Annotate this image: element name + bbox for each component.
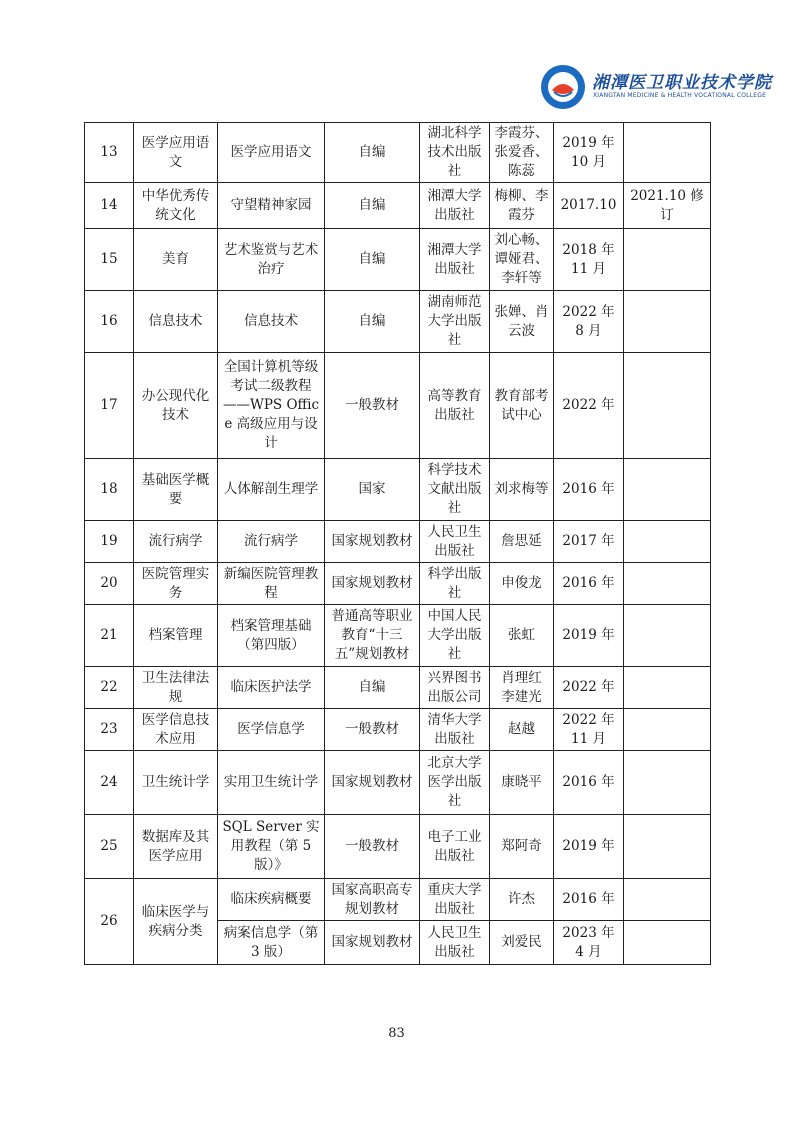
cell-date: 2016 年 bbox=[554, 563, 624, 605]
cell-no: 21 bbox=[85, 605, 134, 667]
cell-no: 14 bbox=[85, 183, 134, 229]
cell-note bbox=[624, 459, 711, 521]
cell-type: 自编 bbox=[325, 229, 420, 291]
cell-date: 2022 年 11 月 bbox=[554, 709, 624, 751]
cell-author: 刘求梅等 bbox=[490, 459, 554, 521]
cell-publisher: 重庆大学出版社 bbox=[420, 879, 490, 921]
cell-course: 医院管理实务 bbox=[134, 563, 218, 605]
cell-type: 国家规划教材 bbox=[325, 521, 420, 563]
cell-publisher: 湘潭大学出版社 bbox=[420, 183, 490, 229]
cell-type: 自编 bbox=[325, 291, 420, 353]
cell-no: 19 bbox=[85, 521, 134, 563]
cell-date: 2016 年 bbox=[554, 751, 624, 815]
cell-note bbox=[624, 353, 711, 459]
cell-note bbox=[624, 709, 711, 751]
table-row bbox=[85, 709, 711, 751]
cell-no: 25 bbox=[85, 815, 134, 879]
cell-textbook: 临床医护法学 bbox=[218, 667, 325, 709]
cell-type: 一般教材 bbox=[325, 709, 420, 751]
table-row bbox=[85, 183, 711, 229]
cell-author: 刘爱民 bbox=[490, 921, 554, 965]
cell-publisher: 兴界图书出版公司 bbox=[420, 667, 490, 709]
cell-course: 档案管理 bbox=[134, 605, 218, 667]
cell-author: 詹思延 bbox=[490, 521, 554, 563]
cell-date: 2022 年 8 月 bbox=[554, 291, 624, 353]
cell-no: 24 bbox=[85, 751, 134, 815]
college-name-en: XIANGTAN MEDICINE & HEALTH VOCATIONAL COLLEGE bbox=[593, 92, 767, 99]
cell-no: 22 bbox=[85, 667, 134, 709]
cell-course: 卫生法律法规 bbox=[134, 667, 218, 709]
cell-type: 国家高职高专规划教材 bbox=[325, 879, 420, 921]
cell-no: 20 bbox=[85, 563, 134, 605]
cell-course: 医学信息技术应用 bbox=[134, 709, 218, 751]
cell-type: 自编 bbox=[325, 667, 420, 709]
cell-note bbox=[624, 123, 711, 183]
cell-course: 临床医学与疾病分类 bbox=[134, 879, 218, 965]
cell-textbook: 全国计算机等级考试二级教程——WPS Office 高级应用与设计 bbox=[218, 353, 325, 459]
cell-course: 卫生统计学 bbox=[134, 751, 218, 815]
cell-date: 2016 年 bbox=[554, 459, 624, 521]
cell-publisher: 北京大学医学出版社 bbox=[420, 751, 490, 815]
college-logo bbox=[540, 62, 772, 112]
cell-note bbox=[624, 563, 711, 605]
cell-date: 2022 年 bbox=[554, 667, 624, 709]
cell-note bbox=[624, 229, 711, 291]
cell-textbook: 艺术鉴赏与艺术治疗 bbox=[218, 229, 325, 291]
cell-date: 2023 年 4 月 bbox=[554, 921, 624, 965]
cell-note bbox=[624, 605, 711, 667]
cell-no: 18 bbox=[85, 459, 134, 521]
cell-note bbox=[624, 667, 711, 709]
table-row bbox=[85, 751, 711, 815]
table-row bbox=[85, 291, 711, 353]
cell-author: 李霞芬、张爱香、陈蕊 bbox=[490, 123, 554, 183]
cell-publisher: 科学出版社 bbox=[420, 563, 490, 605]
cell-note bbox=[624, 921, 711, 965]
cell-no: 23 bbox=[85, 709, 134, 751]
table-row bbox=[85, 815, 711, 879]
table-row bbox=[85, 459, 711, 521]
cell-type: 普通高等职业教育“十三五”规划教材 bbox=[325, 605, 420, 667]
cell-author: 教育部考试中心 bbox=[490, 353, 554, 459]
cell-course: 流行病学 bbox=[134, 521, 218, 563]
cell-author: 梅柳、李霞芬 bbox=[490, 183, 554, 229]
cell-textbook: 信息技术 bbox=[218, 291, 325, 353]
cell-author: 申俊龙 bbox=[490, 563, 554, 605]
cell-note: 2021.10 修订 bbox=[624, 183, 711, 229]
cell-textbook: 守望精神家园 bbox=[218, 183, 325, 229]
cell-textbook: SQL Server 实用教程（第 5 版）》 bbox=[218, 815, 325, 879]
cell-date: 2022 年 bbox=[554, 353, 624, 459]
cell-no: 17 bbox=[85, 353, 134, 459]
cell-course: 医学应用语文 bbox=[134, 123, 218, 183]
cell-author: 张婵、肖云波 bbox=[490, 291, 554, 353]
cell-textbook: 档案管理基础（第四版） bbox=[218, 605, 325, 667]
cell-author: 康晓平 bbox=[490, 751, 554, 815]
textbook-table bbox=[84, 122, 711, 965]
page-number: 83 bbox=[388, 1026, 405, 1041]
cell-note bbox=[624, 815, 711, 879]
cell-textbook: 实用卫生统计学 bbox=[218, 751, 325, 815]
cell-type: 自编 bbox=[325, 183, 420, 229]
cell-date: 2016 年 bbox=[554, 879, 624, 921]
cell-author: 刘心畅、谭娅君、李轩等 bbox=[490, 229, 554, 291]
cell-publisher: 中国人民大学出版社 bbox=[420, 605, 490, 667]
cell-type: 国家规划教材 bbox=[325, 563, 420, 605]
table-row bbox=[85, 563, 711, 605]
cell-textbook: 病案信息学（第 3 版） bbox=[218, 921, 325, 965]
cell-course: 基础医学概要 bbox=[134, 459, 218, 521]
cell-course: 数据库及其医学应用 bbox=[134, 815, 218, 879]
cell-type: 国家 bbox=[325, 459, 420, 521]
table-row bbox=[85, 667, 711, 709]
cell-type: 一般教材 bbox=[325, 815, 420, 879]
cell-textbook: 流行病学 bbox=[218, 521, 325, 563]
cell-textbook: 医学信息学 bbox=[218, 709, 325, 751]
cell-publisher: 人民卫生出版社 bbox=[420, 921, 490, 965]
cell-publisher: 科学技术文献出版社 bbox=[420, 459, 490, 521]
cell-date: 2019 年 bbox=[554, 605, 624, 667]
table-row bbox=[85, 521, 711, 563]
cell-date: 2018 年 11 月 bbox=[554, 229, 624, 291]
table-row bbox=[85, 605, 711, 667]
cell-author: 肖理红 李建光 bbox=[490, 667, 554, 709]
cell-note bbox=[624, 879, 711, 921]
cell-textbook: 医学应用语文 bbox=[218, 123, 325, 183]
college-emblem-icon bbox=[540, 64, 586, 110]
cell-no: 26 bbox=[85, 879, 134, 965]
cell-publisher: 湖北科学技术出版社 bbox=[420, 123, 490, 183]
cell-date: 2019 年 10 月 bbox=[554, 123, 624, 183]
cell-no: 13 bbox=[85, 123, 134, 183]
cell-publisher: 湖南师范大学出版社 bbox=[420, 291, 490, 353]
cell-author: 许杰 bbox=[490, 879, 554, 921]
cell-note bbox=[624, 521, 711, 563]
cell-type: 国家规划教材 bbox=[325, 921, 420, 965]
table-row bbox=[85, 879, 711, 921]
cell-date: 2017 年 bbox=[554, 521, 624, 563]
cell-publisher: 高等教育出版社 bbox=[420, 353, 490, 459]
cell-date: 2017.10 bbox=[554, 183, 624, 229]
cell-type: 一般教材 bbox=[325, 353, 420, 459]
cell-course: 信息技术 bbox=[134, 291, 218, 353]
cell-course: 中华优秀传统文化 bbox=[134, 183, 218, 229]
cell-type: 自编 bbox=[325, 123, 420, 183]
table-row bbox=[85, 123, 711, 183]
cell-publisher: 清华大学出版社 bbox=[420, 709, 490, 751]
cell-author: 张虹 bbox=[490, 605, 554, 667]
cell-course: 办公现代化技术 bbox=[134, 353, 218, 459]
cell-no: 16 bbox=[85, 291, 134, 353]
cell-type: 国家规划教材 bbox=[325, 751, 420, 815]
cell-textbook: 新编医院管理教程 bbox=[218, 563, 325, 605]
table-row bbox=[85, 229, 711, 291]
table-row bbox=[85, 353, 711, 459]
cell-no: 15 bbox=[85, 229, 134, 291]
college-name: 湘潭医卫职业技术学院 bbox=[592, 73, 772, 93]
cell-note bbox=[624, 291, 711, 353]
cell-publisher: 湘潭大学出版社 bbox=[420, 229, 490, 291]
cell-textbook: 临床疾病概要 bbox=[218, 879, 325, 921]
cell-author: 赵越 bbox=[490, 709, 554, 751]
cell-textbook: 人体解剖生理学 bbox=[218, 459, 325, 521]
cell-date: 2019 年 bbox=[554, 815, 624, 879]
cell-note bbox=[624, 751, 711, 815]
cell-course: 美育 bbox=[134, 229, 218, 291]
cell-publisher: 电子工业出版社 bbox=[420, 815, 490, 879]
cell-author: 郑阿奇 bbox=[490, 815, 554, 879]
cell-publisher: 人民卫生出版社 bbox=[420, 521, 490, 563]
